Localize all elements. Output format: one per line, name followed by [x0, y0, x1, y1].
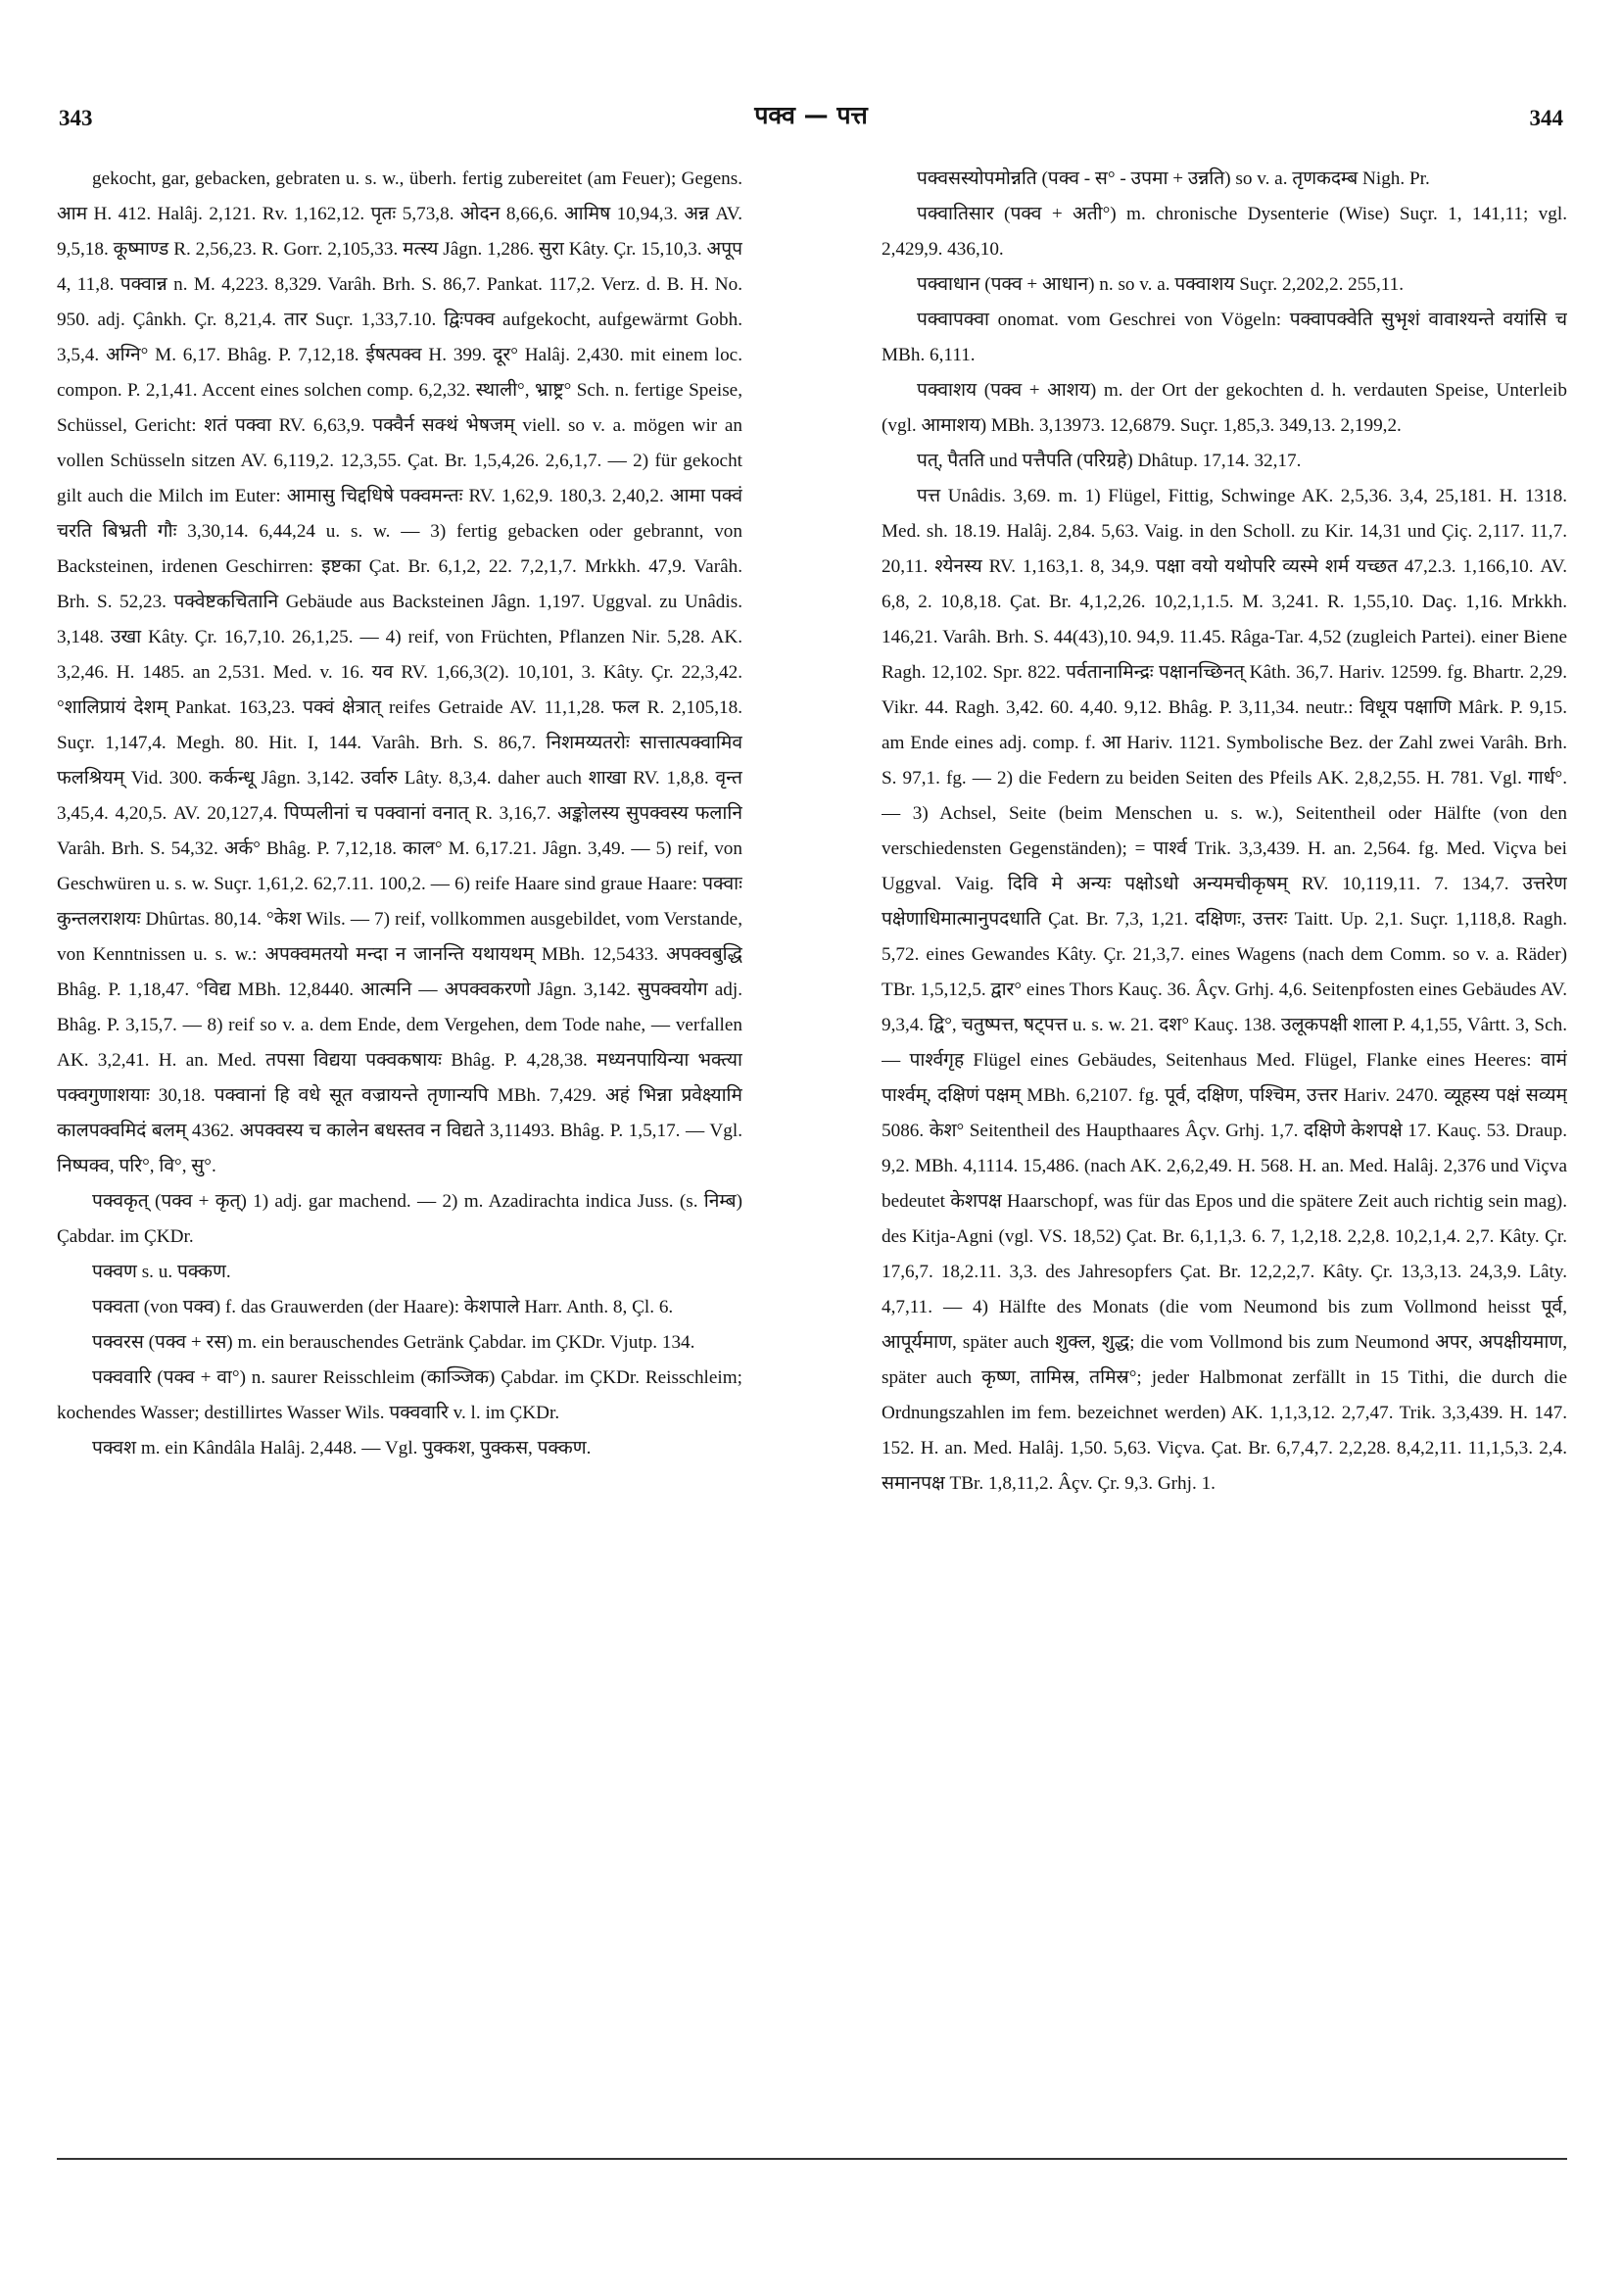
entry-paragraph: पक्वाशय (पक्व + आशय) m. der Ort der gekochten d. h. verdauten Speise, Unterleib (vgl. आमाशय) MBh. 3,13973. 12,6879. Suçr. 1,85,3. 349,13. 2,199,2. [882, 380, 1567, 436]
entry-paragraph: पक्वातिसार (पक्व + अती°) m. chronische Dysenterie (Wise) Suçr. 1, 141,11; vgl. 2,429,9. 436,10. [882, 204, 1567, 260]
left-column [57, 162, 742, 2140]
page-number-right: 344 [1529, 106, 1563, 130]
entry-paragraph: पक्वश m. ein Kândâla Halâj. 2,448. — Vgl. पुक्कश, पुक्कस, पक्कण. [92, 1438, 592, 1459]
entry-paragraph: पक्वकृत् (पक्व + कृत्) 1) adj. gar machend. — 2) m. Azadirachta indica Juss. (s. निम्ब) Çabdar. im ÇKDr. [57, 1191, 742, 1247]
entry-paragraph: पक्वरस (पक्व + रस) m. ein berauschendes Getränk Çabdar. im ÇKDr. Vjutp. 134. [92, 1332, 695, 1353]
entry-paragraph: पक्ववारि (पक्व + वा°) n. saurer Reisschleim (काञ्जिक) Çabdar. im ÇKDr. Reisschleim; kochendes Wasser; destillirtes Wasser Wils. पक्ववारि v. l. im ÇKDr. [57, 1367, 742, 1423]
entry-paragraph: gekocht, gar, gebacken, gebraten u. s. w., überh. fertig zubereitet (am Feuer); Gegens. आम H. 412. Halâj. 2,121. Rv. 1,162,12. पृतः 5,73,8. ओदन 8,66,6. आमिष 10,94,3. अन्न AV. 9,5,18. कूष्माण्ड R. 2,56,23. R. Gorr. 2,105,33. मत्स्य Jâgn. 1,286. सुरा Kâty. Çr. 15,10,3. अपूप 4, 11,8. पक्वान्न n. M. 4,223. 8,329. Varâh. Brh. S. 86,7. Pankat. 117,2. Verz. d. B. H. No. 950. adj. Çânkh. Çr. 8,21,4. तार Suçr. 1,33,7.10. द्विःपक्व aufgekocht, aufgewärmt Gobh. 3,5,4. अग्नि° M. 6,17. Bhâg. P. 7,12,18. ईषत्पक्व H. 399. दूर° Halâj. 2,430. mit einem loc. compon. P. 2,1,41. Accent eines solchen comp. 6,2,32. स्थाली°, भ्राष्ट्र° Sch. n. fertige Speise, Schüssel, Gericht: शतं पक्वा RV. 6,63,9. पक्वैर्न सक्थं भेषजम् viell. so v. a. mögen wir an vollen Schüsseln sitzen AV. 6,119,2. 12,3,55. Çat. Br. 1,5,4,26. 2,6,1,7. — 2) für gekocht gilt auch die Milch im Euter: आमासु चिद्दधिषे पक्वमन्तः RV. 1,62,9. 180,3. 2,40,2. आमा पक्वं चरति बिभ्रती गौः 3,30,14. 6,44,24 u. s. w. — 3) fertig gebacken oder gebrannt, von Backsteinen, irdenen Geschirren: इष्टका Çat. Br. 6,1,2, 22. 7,2,1,7. Mrkkh. 47,9. Varâh. Brh. S. 52,23. पक्वेष्टकचितानि Gebäude aus Backsteinen Jâgn. 1,197. Uggval. zu Unâdis. 3,148. उखा Kâty. Çr. 16,7,10. 26,1,25. — 4) reif, von Früchten, Pflanzen Nir. 5,28. AK. 3,2,46. H. 1485. an 2,531. Med. v. 16. यव RV. 1,66,3(2). 10,101, 3. Kâty. Çr. 22,3,42. °शालिप्रायं देशम् Pankat. 163,23. पक्वं क्षेत्रात् reifes Getraide AV. 11,1,28. फल R. 2,105,18. Suçr. 1,147,4. Megh. 80. Hit. I, 144. Varâh. Brh. S. 86,7. निशमय्यतरोः सात्तात्पक्वामिव फलश्रियम् Vid. 300. कर्कन्धू Jâgn. 3,142. उर्वारु Lâty. 8,3,4. daher auch शाखा RV. 1,8,8. वृन्त 3,45,4. 4,20,5. AV. 20,127,4. पिप्पलीनां च पक्वानां वनात् R. 3,16,7. अङ्कोलस्य सुपक्वस्य फलानि Varâh. Brh. S. 54,32. अर्क° Bhâg. P. 7,12,18. काल° M. 6,17.21. Jâgn. 3,49. — 5) reif, von Geschwüren u. s. w. Suçr. 1,61,2. 62,7.11. 100,2. — 6) reife Haare sind graue Haare: पक्वाः कुन्तलराशयः Dhûrtas. 80,14. °केश Wils. — 7) reif, vollkommen ausgebildet, vom Verstande, von Kenntnissen u. s. w.: अपक्वमतयो मन्दा न जानन्ति यथायथम् MBh. 12,5433. अपक्वबुद्धि Bhâg. P. 1,18,47. °विद्य MBh. 12,8440. आत्मनि — अपक्वकरणो Jâgn. 3,142. सुपक्वयोग adj. Bhâg. P. 3,15,7. — 8) reif so v. a. dem Ende, dem Vergehen, dem Tode nahe, — verfallen AK. 3,2,41. H. an. Med. तपसा विद्यया पक्वकषायः Bhâg. P. 4,28,38. मध्यनपायिन्या भक्त्या पक्वगुणाशयाः 30,18. पक्वानां हि वधे सूत वज्रायन्ते तृणान्यपि MBh. 7,429. अहं भिन्ना प्रवेक्ष्यामि कालपक्वमिदं बलम् 4362. अपक्वस्य च कालेन बधस्तव न विद्यते 3,11493. Bhâg. P. 1,5,17. — Vgl. निष्पक्व, परि°, वि°, सु°. [57, 168, 742, 1176]
footer-rule [57, 2158, 1567, 2160]
page-number-left: 343 [59, 106, 93, 130]
entry-paragraph: पत्त Unâdis. 3,69. m. 1) Flügel, Fittig, Schwinge AK. 2,5,36. 3,4, 25,181. H. 1318. Med. sh. 18.19. Halâj. 2,84. 5,63. Vaig. in den Scholl. zu Kir. 14,31 und Çiç. 2,117. 11,7. 20,11. श्येनस्य RV. 1,163,1. 8, 34,9. पक्षा वयो यथोपरि व्यस्मे शर्म यच्छत 47,2.3. 1,166,10. AV. 6,8, 2. 10,8,18. Çat. Br. 4,1,2,26. 10,2,1,1.5. M. 3,241. R. 1,55,10. Daç. 1,16. Mrkkh. 146,21. Varâh. Brh. S. 44(43),10. 94,9. 11.45. Râga-Tar. 4,52 (zugleich Partei). einer Biene Ragh. 12,102. Spr. 822. पर्वतानामिन्द्रः पक्षानच्छिनत् Kâth. 36,7. Hariv. 12599. fg. Bhartr. 2,29. Vikr. 44. Ragh. 3,42. 60. 4,40. 9,12. Bhâg. P. 3,11,34. neutr.: विधूय पक्षाणि Mârk. P. 9,15. am Ende eines adj. comp. f. आ Hariv. 1121. Symbolische Bez. der Zahl zwei Varâh. Brh. S. 97,1. fg. — 2) die Federn zu beiden Seiten des Pfeils AK. 2,8,2,55. H. 781. Vgl. गार्ध°. — 3) Achsel, Seite (beim Menschen u. s. w.), Seitentheil oder Hälfte (von den verschiedensten Gegenständen); = पार्श्व Trik. 3,3,439. H. an. 2,564. fg. Med. Viçva bei Uggval. Vaig. दिवि मे अन्यः पक्षोऽधो अन्यमचीकृषम् RV. 10,119,11. 7. 134,7. उत्तरेण पक्षेणाधिमात्मानुपदधाति Çat. Br. 7,3, 1,21. दक्षिणः, उत्तरः Taitt. Up. 2,1. Suçr. 1,118,8. Ragh. 5,72. eines Gewandes Kâty. Çr. 21,3,7. eines Wagens (nach dem Comm. so v. a. Räder) TBr. 1,5,12,5. द्वार° eines Thors Kauç. 36. Âçv. Grhj. 4,6. Seitenpfosten eines Gebäudes AV. 9,3,4. द्वि°, चतुष्पत्त, षट्पत्त u. s. w. 21. दश° Kauç. 138. उलूकपक्षी शाला P. 4,1,55, Vârtt. 3, Sch. — पार्श्वगृह Flügel eines Gebäudes, Seitenhaus Med. Flügel, Flanke eines Heeres: वामं पार्श्वम्, दक्षिणं पक्षम् MBh. 6,2107. fg. पूर्व, दक्षिण, पश्चिम, उत्तर Hariv. 2470. व्यूहस्य पक्षं सव्यम् 5086. केश° Seitentheil des Haupthaares Âçv. Grhj. 1,7. दक्षिणे केशपक्षे 17. Kauç. 53. Draup. 9,2. MBh. 4,1114. 15,486. (nach AK. 2,6,2,49. H. 568. H. an. Med. Halâj. 2,376 und Viçva bedeutet केशपक्ष Haarschopf, was für das Epos und die spätere Zeit auch richtig sein mag). des Kitja-Agni (vgl. VS. 18,52) Çat. Br. 6,1,1,3. 6. 7, 1,2,18. 2,2,8. 10,2,1,4. 2,7. Kâty. Çr. 17,6,7. 18,2.11. 3,3. des Jahresopfers Çat. Br. 12,2,2,7. Kâty. Çr. 13,3,13. 24,3,9. Lâty. 4,7,11. — 4) Hälfte des Monats (die vom Neumond bis zum Vollmond heisst पूर्व, आपूर्यमाण, später auch शुक्ल, शुद्ध; die vom Vollmond bis zum Neumond अपर, अपक्षीयमाण, später auch कृष्ण, तामिस्र, तमिस्र°; jeder Halbmonat zerfällt in 15 Tithi, die durch die Ordnungszahlen im fem. bezeichnet werden) AK. 1,1,3,12. 2,7,47. Trik. 3,3,439. H. 147. 152. H. an. Med. Halâj. 1,50. 5,63. Viçva. Çat. Br. 6,7,4,7. 2,2,28. 8,4,2,11. 11,1,5,3. 2,4. समानपक्ष TBr. 1,8,11,2. Âçv. Çr. 9,3. Grhj. 1. [882, 486, 1567, 1494]
entry-paragraph: पक्वापक्वा onomat. vom Geschrei von Vögeln: पक्वापक्वेति सुभृशं वावाश्यन्ते वयांसि च MBh. 6,111. [882, 310, 1567, 365]
entry-paragraph: पक्वता (von पक्व) f. das Grauwerden (der Haare): केशपाले Harr. Anth. 8, Çl. 6. [92, 1297, 674, 1317]
running-head: पक्व — पत्त [754, 101, 868, 129]
entry-paragraph: पक्वसस्योपमोन्नति (पक्व - स° - उपमा + उन्नति) so v. a. तृणकदम्ब Nigh. Pr. [917, 168, 1430, 189]
entry-paragraph: पक्वाधान (पक्व + आधान) n. so v. a. पक्वाशय Suçr. 2,202,2. 255,11. [917, 274, 1405, 295]
right-column [882, 162, 1567, 2140]
entry-paragraph: पत्, पैतति und पत्तैपति (परिग्रहे) Dhâtup. 17,14. 32,17. [917, 451, 1302, 471]
entry-paragraph: पक्वण s. u. पक्कण. [92, 1262, 231, 1282]
